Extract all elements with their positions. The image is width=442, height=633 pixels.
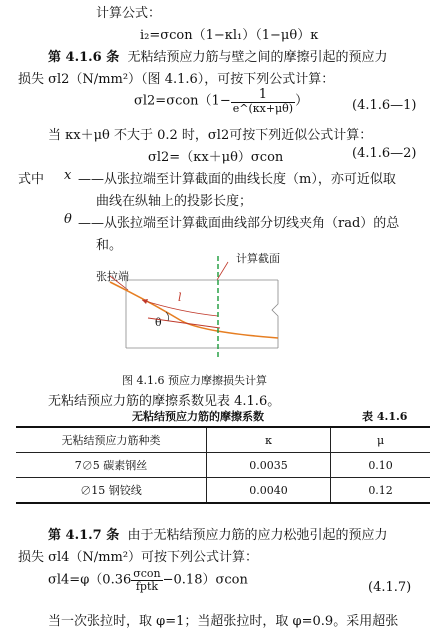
eq3-numerator: σcon (133, 567, 161, 580)
section-4-1-7-line2: 损失 σl4（N/mm²）可按下列公式计算： (18, 550, 259, 565)
eq1-fraction (231, 88, 295, 114)
section-4-1-6-line2: 损失 σl2（N/mm²）（图 4.1.6），可按下列公式计算： (18, 72, 335, 87)
friction-coefficient-table (16, 426, 430, 504)
eq3-rhs: −0.18）σcon (162, 572, 248, 588)
eq3-fraction (131, 568, 162, 592)
table-header-row (16, 427, 430, 453)
eq3-lhs: σl4=φ（0.36 (48, 572, 132, 588)
x-definition-2: 曲线在纵轴上的投影长度； (96, 194, 253, 209)
row1-type: 7∅5 碳素钢丝 (16, 453, 206, 478)
friction-loss-figure (90, 252, 300, 364)
theta-definition-2: 和。 (96, 238, 123, 253)
length-arrow (142, 300, 218, 316)
section-number: 第 4.1.6 条 (48, 50, 120, 65)
tendon-curve (110, 282, 278, 338)
figure-caption: 图 4.1.6 预应力摩擦损失计算 (122, 374, 267, 387)
eq3-number: (4.1.7) (368, 580, 412, 595)
label-tension-end: 张拉端 (96, 270, 129, 283)
eq1-rhs: ） (295, 93, 309, 109)
table-intro: 无粘结预应力筋的摩擦系数见表 4.1.6。 (48, 394, 281, 409)
table-row (16, 478, 430, 504)
theta-definition-1: ——从张拉端至计算截面曲线部分切线夹角（rad）的总 (78, 216, 400, 231)
eq2-number: (4.1.6—2) (352, 146, 417, 161)
eq3-denominator: fptk (135, 579, 159, 593)
table-row (16, 453, 430, 478)
theta-symbol: θ (64, 212, 72, 227)
section-4-1-7-number: 第 4.1.7 条 (48, 528, 120, 543)
row2-kappa: 0.0040 (206, 478, 330, 504)
row1-mu: 0.10 (331, 453, 430, 478)
section-text: 无粘结预应力筋与壁之间的摩擦引起的预应力 (127, 50, 388, 65)
x-symbol: x (64, 168, 72, 183)
label-calc-section: 计算截面 (236, 252, 280, 265)
eq1-denominator: e^(κx+μθ) (232, 101, 294, 115)
section-4-1-7-line1 (48, 524, 388, 543)
approx-condition: 当 κx＋μθ 不大于 0.2 时，σl2可按下列近似公式计算： (48, 128, 373, 143)
equation-4-1-7 (48, 568, 248, 592)
table-title: 无粘结预应力筋的摩擦系数 (132, 410, 264, 423)
table-number: 表 4.1.6 (362, 410, 408, 423)
header-mu: μ (331, 427, 430, 453)
row2-type: ∅15 钢铰线 (16, 478, 206, 504)
eq1-lhs: σl2=σcon（1− (134, 93, 231, 109)
formula-i2: i₂=σcon（1−κl₁）（1−μθ）κ (140, 28, 319, 43)
label-l: l (178, 291, 182, 304)
header-kappa: κ (206, 427, 330, 453)
last-line: 当一次张拉时，取 φ=1；当超张拉时，取 φ=0.9。采用超张 (48, 614, 399, 629)
equation-4-1-6-1 (134, 88, 308, 114)
formula-intro: 计算公式： (96, 6, 162, 21)
row2-mu: 0.12 (331, 478, 430, 504)
tangent-line (148, 318, 220, 328)
section-4-1-7-text: 由于无粘结预应力筋的应力松弛引起的预应力 (127, 528, 388, 543)
equation-4-1-6-2: σl2=（κx＋μθ）σcon (148, 150, 284, 165)
label-theta: θ (155, 316, 162, 329)
x-definition-1: ——从张拉端至计算截面的曲线长度（m），亦可近似取 (78, 172, 396, 187)
where-label: 式中 (18, 172, 45, 187)
header-tendon-type: 无粘结预应力筋种类 (16, 427, 206, 453)
eq1-number: (4.1.6—1) (352, 98, 417, 113)
eq1-numerator: 1 (231, 88, 295, 103)
row1-kappa: 0.0035 (206, 453, 330, 478)
section-4-1-6-line1 (48, 46, 388, 65)
